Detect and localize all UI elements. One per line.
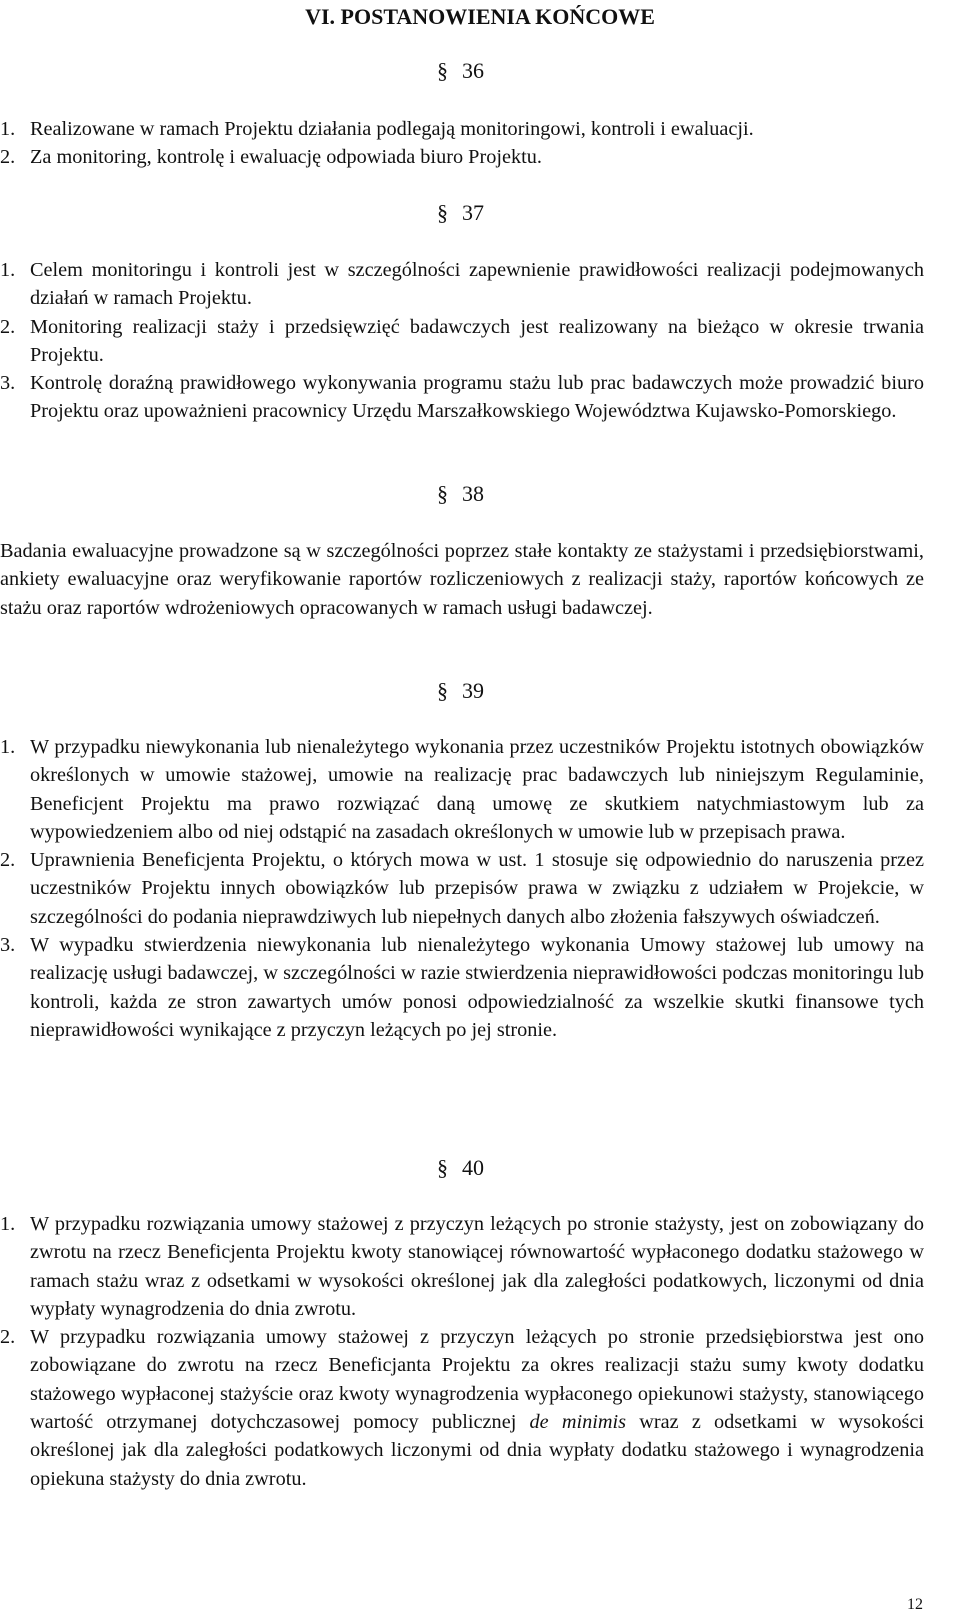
section-38-body: Badania ewaluacyjne prowadzone są w szczególności poprzez stałe kontakty ze stażystami i przedsiębiorstwami, ankiety ewaluacyjne oraz weryfikowanie raportów rozliczeniowych z realizacji staży, raportów końcowych ze stażu oraz raportów wdrożeniowych opracowanych w ramach usługi badawczej. (0, 540, 924, 619)
item-text: W przypadku niewykonania lub nienależytego wykonania przez uczestników Projektu istotnych obowiązków określonych w umowie stażowej, umowie na realizację prac badawczych lub niniejszym Regulaminie, Beneficjent Projektu ma prawo rozwiązać daną umowę ze skutkiem natychmiastowym lub za wypowiedzeniem albo od niej odstąpić na zasadach określonych w umowie lub w przepisach prawa. (30, 736, 924, 843)
section-mark-37 (437, 198, 484, 228)
section-symbol: § (437, 1155, 448, 1180)
item-number: 1. (0, 259, 16, 281)
list-item (0, 256, 924, 313)
item-text: W wypadku stwierdzenia niewykonania lub nienależytego wykonania Umowy stażowej lub umowy na realizację usługi badawczej, w szczególności w razie stwierdzenia nieprawidłowości podczas monitoringu lub kontroli, każda ze stron zawartych umów ponosi odpowiedzialność za wszelkie skutki finansowe tych nieprawidłowości wynikające z przyczyn leżących po jej stronie. (30, 934, 924, 1041)
item-text: Realizowane w ramach Projektu działania podlegają monitoringowi, kontroli i ewaluacji. (30, 118, 754, 140)
section-mark-38 (437, 479, 484, 509)
item-text: Kontrolę doraźną prawidłowego wykonywania programu stażu lub prac badawczych może prowadzić biuro Projektu oraz upoważnieni pracownicy Urzędu Marszałkowskiego Województwa Kujawsko-Pomorskiego. (30, 372, 924, 423)
section-number: 40 (462, 1155, 484, 1180)
item-text-after: wraz z odsetkami w wysokości określonej jak dla zaległości podatkowych liczonymi od dnia wypłaty dodatku stażowego i wynagrodzenia opiekuna stażysty do dnia zwrotu. (30, 1411, 925, 1490)
section-40-body (0, 1210, 924, 1493)
item-number: 1. (0, 736, 16, 758)
section-number: 38 (462, 481, 484, 506)
item-number: 3. (0, 934, 16, 957)
list-item (0, 115, 924, 143)
section-37-body (0, 256, 924, 426)
list-item (0, 931, 924, 1044)
item-number: 1. (0, 1213, 16, 1235)
section-symbol: § (437, 678, 448, 703)
page-number: 12 (907, 1596, 923, 1613)
section-number: 39 (462, 678, 484, 703)
item-number: 2. (0, 849, 16, 872)
list-item (0, 1323, 924, 1493)
section-symbol: § (437, 481, 448, 506)
item-text-before: W przypadku rozwiązania umowy stażowej z przyczyn leżących po stronie przedsiębiorstwa jest ono zobowiązane do zwrotu na rzecz Beneficjanta Projektu za okres realizacji stażu sumy kwoty dodatku stażowego wypłaconej stażyście oraz kwoty wynagrodzenia wypłaconego opiekunowi stażysty, stanowiącego wartość otrzymanej dotychczasowej pomocy publicznej (30, 1326, 924, 1434)
item-text-italic: de minimis (529, 1411, 627, 1434)
section-mark-36 (437, 56, 484, 86)
section-mark-40 (437, 1153, 484, 1183)
list-item (0, 1210, 924, 1323)
list-item (0, 846, 924, 931)
section-symbol: § (437, 58, 448, 83)
list-item (0, 369, 924, 426)
chapter-heading: VI. POSTANOWIENIA KOŃCOWE (305, 4, 655, 29)
section-39-body (0, 733, 924, 1044)
item-text: Monitoring realizacji staży i przedsięwzięć badawczych jest realizowany na bieżąco w okresie trwania Projektu. (30, 315, 924, 366)
section-number: 37 (462, 200, 484, 225)
list-item (0, 143, 924, 171)
section-36-body (0, 115, 924, 172)
item-number: 2. (0, 315, 16, 338)
section-number: 36 (462, 58, 484, 83)
list-item (0, 313, 924, 370)
item-text (30, 1323, 924, 1493)
item-number: 2. (0, 1326, 16, 1349)
item-number: 2. (0, 146, 16, 169)
item-text: Uprawnienia Beneficjenta Projektu, o których mowa w ust. 1 stosuje się odpowiednio do naruszenia przez uczestników Projektu innych obowiązków lub przepisów prawa w związku z udziałem w Projekcie, w szczególności do podania nieprawdziwych lub niepełnych danych albo złożenia fałszywych oświadczeń. (30, 849, 924, 928)
item-text: Celem monitoringu i kontroli jest w szczególności zapewnienie prawidłowości realizacji podejmowanych działań w ramach Projektu. (30, 259, 924, 310)
item-number: 3. (0, 372, 16, 395)
item-number: 1. (0, 118, 16, 140)
item-text: W przypadku rozwiązania umowy stażowej z przyczyn leżących po stronie stażysty, jest on zobowiązany do zwrotu na rzecz Beneficjenta Projektu kwoty stanowiącej równowartość wypłaconego dodatku stażowego w ramach stażu wraz z odsetkami w wysokości określonej jak dla zaległości podatkowych, liczonymi od dnia wypłaty wynagrodzenia do dnia zwrotu. (30, 1213, 924, 1320)
section-mark-39 (437, 676, 484, 706)
section-symbol: § (437, 200, 448, 225)
list-item (0, 733, 924, 846)
item-text: Za monitoring, kontrolę i ewaluację odpowiada biuro Projektu. (30, 146, 542, 169)
